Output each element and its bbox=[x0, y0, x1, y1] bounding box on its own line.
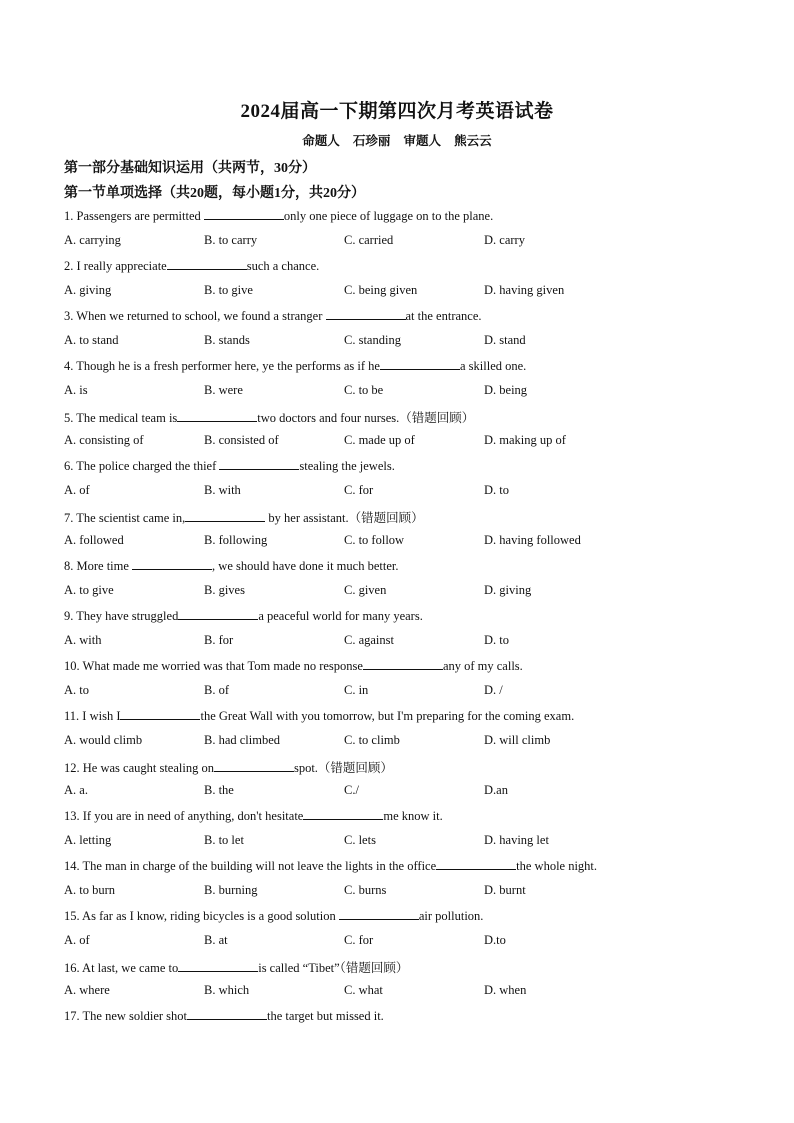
question-text: 1. Passengers are permitted bbox=[64, 209, 204, 223]
question-text-end: only one piece of luggage on to the plane. bbox=[283, 209, 494, 223]
question-text: 4. Though he is a fresh performer here, ye the performs as if he bbox=[64, 359, 380, 373]
option-b: B. the bbox=[204, 783, 234, 797]
question-text: 9. They have struggled bbox=[64, 609, 179, 623]
option-c: C./ bbox=[344, 783, 359, 797]
answer-blank bbox=[177, 410, 257, 422]
question-text-end: is called “Tibet”（错题回顾） bbox=[258, 961, 409, 975]
option-c: C. to follow bbox=[344, 533, 405, 547]
option-b: B. following bbox=[204, 533, 268, 547]
option-c: C. lets bbox=[344, 833, 376, 847]
question-text: 2. I really appreciate bbox=[64, 259, 167, 273]
question-text: 3. When we returned to school, we found a stranger bbox=[64, 309, 326, 323]
option-a: A. to bbox=[64, 683, 89, 697]
question-8 bbox=[64, 558, 398, 574]
answer-blank bbox=[120, 708, 200, 720]
question-7 bbox=[64, 508, 424, 526]
option-c: C. in bbox=[344, 683, 369, 697]
question-13 bbox=[64, 808, 443, 824]
option-a: A. followed bbox=[64, 533, 124, 547]
option-b: B. for bbox=[204, 633, 234, 647]
option-b: B. had climbed bbox=[204, 733, 281, 747]
answer-blank bbox=[436, 858, 516, 870]
option-d: D. when bbox=[484, 983, 527, 997]
answer-blank bbox=[380, 358, 460, 370]
option-d: D. burnt bbox=[484, 883, 526, 897]
question-10 bbox=[64, 658, 523, 674]
option-d: D. to bbox=[484, 633, 509, 647]
question-text: 12. He was caught stealing on bbox=[64, 761, 214, 775]
question-11 bbox=[64, 708, 574, 724]
section-heading: 第一节单项选择（共20题，每小题1分，共20分） bbox=[64, 186, 365, 201]
option-d: D. being bbox=[484, 383, 528, 397]
answer-blank bbox=[214, 760, 294, 772]
answer-blank bbox=[339, 908, 419, 920]
question-text-end: any of my calls. bbox=[442, 659, 523, 673]
option-a: A. is bbox=[64, 383, 88, 397]
question-text-end: the target but missed it. bbox=[267, 1009, 384, 1023]
option-c: C. for bbox=[344, 483, 374, 497]
option-b: B. were bbox=[204, 383, 243, 397]
answer-blank bbox=[132, 558, 212, 570]
question-15 bbox=[64, 908, 483, 924]
option-b: B. stands bbox=[204, 333, 250, 347]
option-c: C. standing bbox=[344, 333, 401, 347]
option-c: C. what bbox=[344, 983, 383, 997]
option-b: B. consisted of bbox=[204, 433, 279, 447]
answer-blank bbox=[178, 960, 258, 972]
option-d: D. having followed bbox=[484, 533, 581, 547]
question-14 bbox=[64, 858, 597, 874]
question-text-end: air pollution. bbox=[418, 909, 484, 923]
question-text: 10. What made me worried was that Tom made no response bbox=[64, 659, 363, 673]
answer-blank bbox=[326, 308, 406, 320]
option-a: A. carrying bbox=[64, 233, 121, 247]
answer-blank bbox=[185, 510, 265, 522]
question-3 bbox=[64, 308, 482, 324]
option-d: D.to bbox=[484, 933, 506, 947]
question-4 bbox=[64, 358, 526, 374]
option-b: B. to let bbox=[204, 833, 244, 847]
option-b: B. of bbox=[204, 683, 229, 697]
exam-authors: 命题人 石珍丽 审题人 熊云云 bbox=[302, 134, 492, 148]
option-a: A. with bbox=[64, 633, 102, 647]
option-a: A. would climb bbox=[64, 733, 143, 747]
option-d: D. carry bbox=[484, 233, 525, 247]
question-text-end: the whole night. bbox=[516, 859, 598, 873]
option-c: C. made up of bbox=[344, 433, 415, 447]
question-text-end: at the entrance. bbox=[405, 309, 482, 323]
question-9 bbox=[64, 608, 423, 624]
option-b: B. to give bbox=[204, 283, 253, 297]
question-text-end: a skilled one. bbox=[459, 359, 527, 373]
option-a: A. to burn bbox=[64, 883, 116, 897]
option-a: A. letting bbox=[64, 833, 112, 847]
part-heading: 第一部分基础知识运用（共两节，30分） bbox=[64, 161, 316, 176]
question-text-end: by her assistant.（错题回顾） bbox=[265, 511, 424, 525]
option-a: A. to give bbox=[64, 583, 114, 597]
question-text-end: , we should have done it much better. bbox=[212, 559, 399, 573]
option-c: C. to climb bbox=[344, 733, 400, 747]
answer-blank bbox=[363, 658, 443, 670]
option-d: D. will climb bbox=[484, 733, 551, 747]
option-b: B. which bbox=[204, 983, 250, 997]
question-text-end: such a chance. bbox=[246, 259, 320, 273]
answer-blank bbox=[167, 258, 247, 270]
question-text: 7. The scientist came in, bbox=[64, 511, 186, 525]
option-c: C. given bbox=[344, 583, 387, 597]
question-1 bbox=[64, 208, 493, 224]
option-a: A. to stand bbox=[64, 333, 119, 347]
question-5 bbox=[64, 408, 474, 426]
option-d: D. giving bbox=[484, 583, 532, 597]
question-text: 14. The man in charge of the building will not leave the lights in the office bbox=[64, 859, 437, 873]
option-c: C. burns bbox=[344, 883, 387, 897]
question-text: 6. The police charged the thief bbox=[64, 459, 220, 473]
question-6 bbox=[64, 458, 395, 474]
option-c: C. against bbox=[344, 633, 394, 647]
question-text-end: two doctors and four nurses.（错题回顾） bbox=[257, 411, 475, 425]
option-b: B. gives bbox=[204, 583, 245, 597]
question-text: 11. I wish I bbox=[64, 709, 121, 723]
question-text-end: stealing the jewels. bbox=[299, 459, 395, 473]
option-a: A. where bbox=[64, 983, 110, 997]
option-d: D. / bbox=[484, 683, 503, 697]
option-d: D.an bbox=[484, 783, 508, 797]
option-b: B. at bbox=[204, 933, 228, 947]
question-text: 17. The new soldier shot bbox=[64, 1009, 188, 1023]
question-text-end: the Great Wall with you tomorrow, but I'm preparing for the coming exam. bbox=[200, 709, 575, 723]
option-b: B. with bbox=[204, 483, 241, 497]
option-c: C. being given bbox=[344, 283, 418, 297]
question-text-end: spot.（错题回顾） bbox=[293, 761, 393, 775]
answer-blank bbox=[303, 808, 383, 820]
option-d: D. making up of bbox=[484, 433, 566, 447]
answer-blank bbox=[219, 458, 299, 470]
option-a: A. consisting of bbox=[64, 433, 144, 447]
option-b: B. burning bbox=[204, 883, 258, 897]
option-a: A. of bbox=[64, 483, 90, 497]
option-a: A. of bbox=[64, 933, 90, 947]
question-text: 15. As far as I know, riding bicycles is a good solution bbox=[64, 909, 339, 923]
question-17 bbox=[64, 1008, 384, 1024]
question-text-end: me know it. bbox=[383, 809, 443, 823]
exam-title: 2024届高一下期第四次月考英语试卷 bbox=[240, 101, 554, 122]
question-text-end: a peaceful world for many years. bbox=[258, 609, 423, 623]
answer-blank bbox=[178, 608, 258, 620]
question-text: 16. At last, we came to bbox=[64, 961, 179, 975]
answer-blank bbox=[204, 208, 284, 220]
option-d: D. having let bbox=[484, 833, 549, 847]
option-c: C. carried bbox=[344, 233, 394, 247]
option-c: C. for bbox=[344, 933, 374, 947]
question-text: 8. More time bbox=[64, 559, 133, 573]
question-12 bbox=[64, 758, 393, 776]
option-d: D. having given bbox=[484, 283, 565, 297]
question-text: 13. If you are in need of anything, don't hesitate bbox=[64, 809, 304, 823]
question-text: 5. The medical team is bbox=[64, 411, 178, 425]
option-b: B. to carry bbox=[204, 233, 258, 247]
option-d: D. stand bbox=[484, 333, 526, 347]
answer-blank bbox=[187, 1008, 267, 1020]
question-2 bbox=[64, 258, 319, 274]
option-c: C. to be bbox=[344, 383, 384, 397]
option-d: D. to bbox=[484, 483, 509, 497]
question-16 bbox=[64, 958, 408, 976]
option-a: A. giving bbox=[64, 283, 112, 297]
option-a: A. a. bbox=[64, 783, 88, 797]
